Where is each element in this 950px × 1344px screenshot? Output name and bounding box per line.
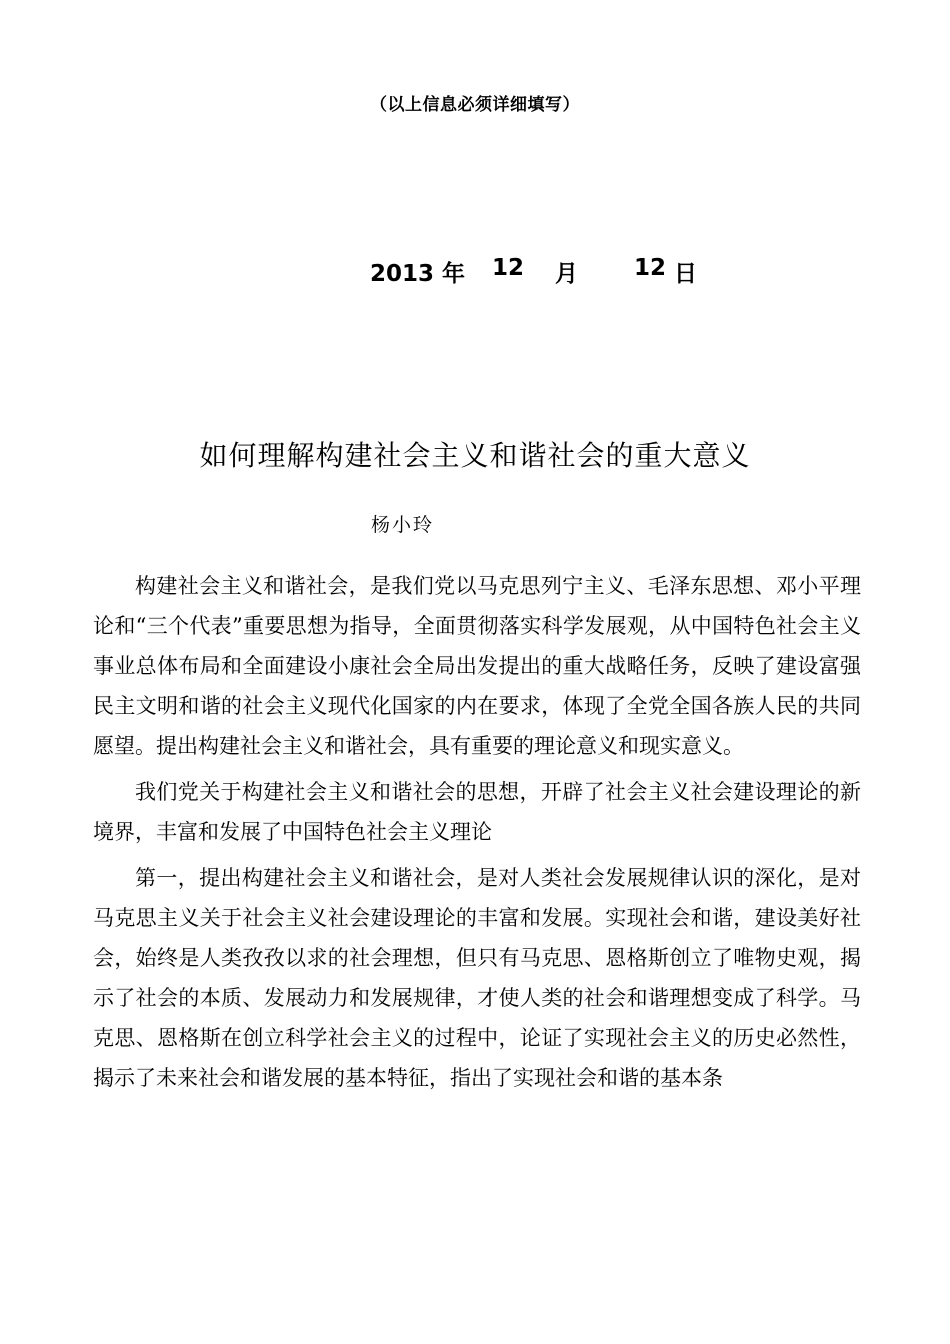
fill-in-note: （以上信息必须详细填写） [370, 95, 580, 115]
date-month: 12 [492, 255, 525, 281]
date-line [0, 255, 950, 289]
article-body [93, 566, 861, 1104]
date-year: 2013 年 [370, 261, 466, 287]
article-title: 如何理解构建社会主义和谐社会的重大意义 [199, 439, 751, 472]
date-day-unit: 日 [674, 261, 697, 287]
body-paragraph: 构建社会主义和谐社会，是我们党以马克思列宁主义、毛泽东思想、邓小平理论和“三个代表”重要思想为指导，全面贯彻落实科学发展观，从中国特色社会主义事业总体布局和全面建设小康社会全局出发提出的重大战略任务，反映了建设富强民主文明和谐的社会主义现代化国家的内在要求，体现了全党全国各族人民的共同愿望。提出构建社会主义和谐社会，具有重要的理论意义和现实意义。 [93, 574, 861, 758]
date-month-unit: 月 [555, 261, 578, 287]
body-paragraph: 我们党关于构建社会主义和谐社会的思想，开辟了社会主义社会建设理论的新境界，丰富和发展了中国特色社会主义理论 [93, 780, 861, 844]
date-day: 12 [634, 255, 667, 281]
article-author: 杨小玲 [371, 514, 435, 536]
body-paragraph: 第一，提出构建社会主义和谐社会，是对人类社会发展规律认识的深化，是对马克思主义关于社会主义社会建设理论的丰富和发展。实现社会和谐，建设美好社会，始终是人类孜孜以求的社会理想，但只有马克思、恩格斯创立了唯物史观，揭示了社会的本质、发展动力和发展规律，才使人类的社会和谐理想变成了科学。马克思、恩格斯在创立科学社会主义的过程中，论证了实现社会主义的历史必然性，揭示了未来社会和谐发展的基本特征，指出了实现社会和谐的基本条 [93, 866, 861, 1090]
